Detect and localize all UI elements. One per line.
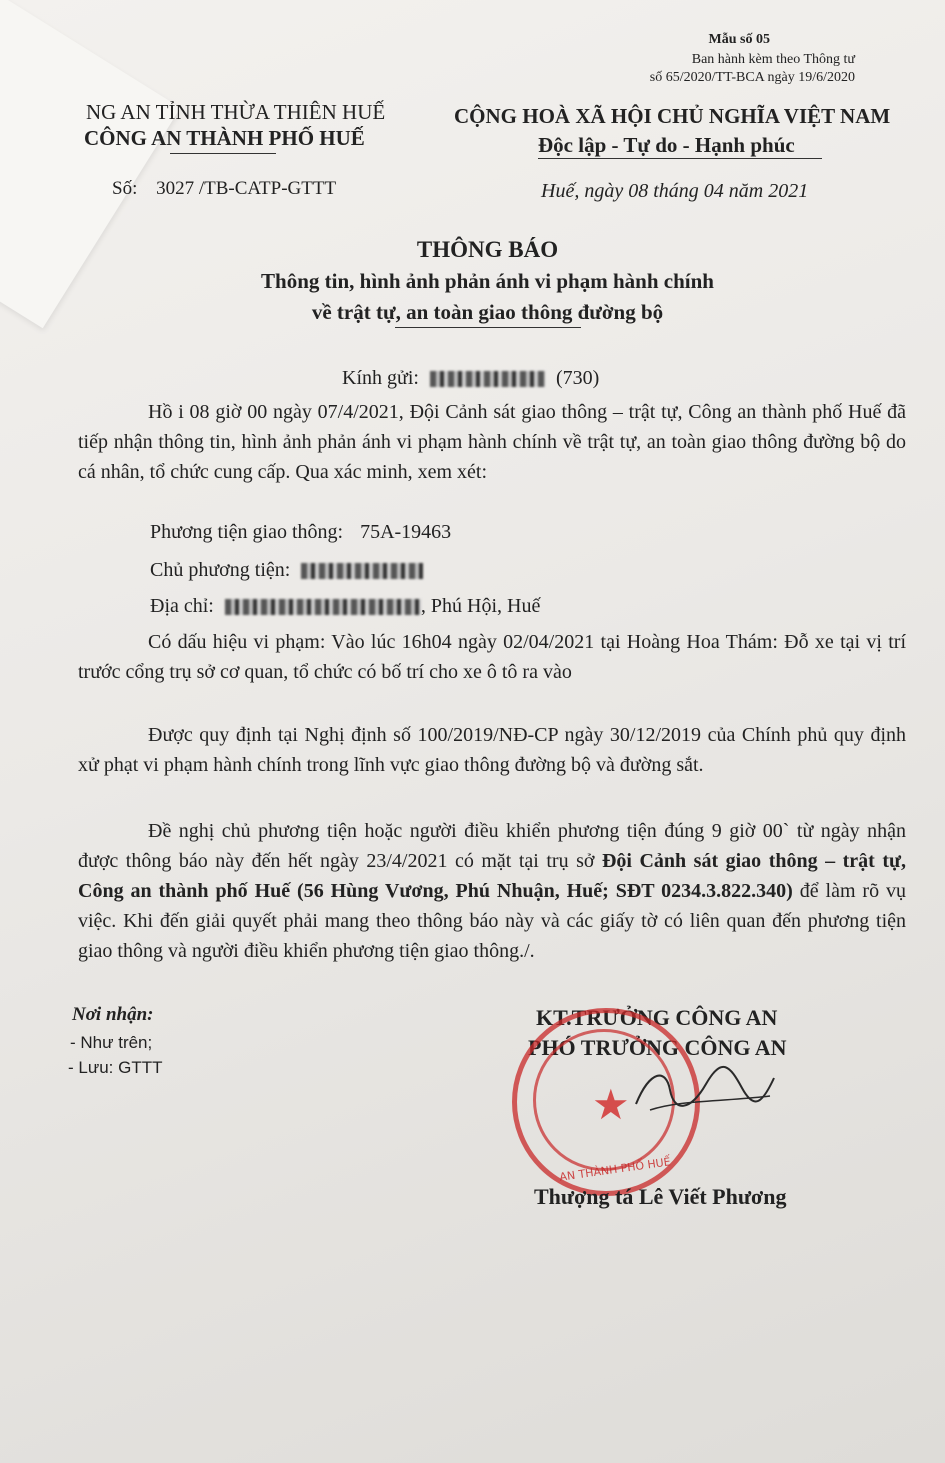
- owner-line: [150, 559, 423, 582]
- recipient-line: [342, 367, 599, 390]
- request-part-c: để làm rõ vụ việc. Khi đến giải quyết phải mang theo thông báo này và các giấy tờ có liên quan đến phương tiện giao thông và người điều khiển phương tiện giao thông./.: [78, 880, 906, 962]
- request-text: [78, 816, 906, 966]
- recipient-item-1: - Như trên;: [70, 1033, 153, 1052]
- address-label: Địa chỉ:: [150, 595, 214, 617]
- recipients-title: Nơi nhận:: [72, 1004, 154, 1025]
- request-part-a: Đề nghị chủ phương tiện hoặc người điều khiển phương tiện đúng 9 giờ 00` từ ngày nhận được thông báo này đến hết ngày 23/4/2021 có mặt tại trụ sở: [78, 820, 906, 872]
- redacted-address: [225, 599, 421, 615]
- redacted-recipient: [430, 371, 545, 387]
- issue-date: Huế, ngày 08 tháng 04 năm 2021: [541, 180, 809, 202]
- form-number: Mẫu số 05: [708, 32, 770, 47]
- motto-underline: [538, 158, 822, 159]
- agency-parent: NG AN TỈNH THỪA THIÊN HUẾ: [86, 100, 386, 124]
- regulation-text: Được quy định tại Nghị định số 100/2019/NĐ-CP ngày 30/12/2019 của Chính phủ quy định xử phạt vi phạm hành chính trong lĩnh vực giao thông đường bộ và đường sắt.: [78, 724, 906, 776]
- redacted-owner: [301, 563, 423, 579]
- star-icon: ★: [592, 1080, 630, 1129]
- signature-title-1: KT.TRƯỞNG CÔNG AN: [536, 1005, 778, 1030]
- country-name: CỘNG HOÀ XÃ HỘI CHỦ NGHĨA VIỆT NAM: [454, 104, 891, 128]
- form-circular: số 65/2020/TT-BCA ngày 19/6/2020: [649, 70, 855, 85]
- recipient-item-2: - Lưu: GTTT: [68, 1058, 163, 1077]
- address-suffix: , Phú Hội, Huế: [420, 595, 541, 617]
- intro-paragraph: [78, 397, 906, 487]
- violation-text: Có dấu hiệu vi phạm: Vào lúc 16h04 ngày 02/04/2021 tại Hoàng Hoa Thám: Đỗ xe tại vị trí trước cổng trụ sở cơ quan, tổ chức có bố trí cho xe ô tô ra vào: [78, 631, 906, 683]
- document-number: [112, 178, 336, 200]
- number-label: Số:: [112, 178, 138, 199]
- seal-text: AN THÀNH PHỐ HUẾ: [558, 1155, 672, 1184]
- motto: Độc lập - Tự do - Hạnh phúc: [538, 133, 795, 157]
- vehicle-line: [150, 521, 451, 544]
- violation-paragraph: [78, 627, 906, 687]
- owner-label: Chủ phương tiện:: [150, 559, 291, 581]
- number-value: 3027 /TB-CATP-GTTT: [156, 178, 337, 199]
- agency-underline: [170, 153, 276, 154]
- recipient-label: Kính gửi:: [342, 367, 419, 389]
- signature-title-2: PHÓ TRƯỞNG CÔNG AN: [528, 1035, 787, 1060]
- notice-title: THÔNG BÁO: [416, 237, 559, 262]
- notice-subtitle-2: về trật tự, an toàn giao thông đường bộ: [311, 300, 664, 324]
- vehicle-plate: 75A-19463: [360, 521, 452, 543]
- signer-name: Thượng tá Lê Viết Phương: [534, 1184, 787, 1209]
- request-paragraph: [78, 816, 906, 966]
- notice-subtitle-1: Thông tin, hình ảnh phản ánh vi phạm hành chính: [261, 269, 714, 293]
- form-issued-by: Ban hành kèm theo Thông tư: [691, 52, 855, 67]
- vehicle-label: Phương tiện giao thông:: [150, 521, 344, 543]
- agency-name: CÔNG AN THÀNH PHỐ HUẾ: [84, 126, 365, 150]
- address-line: [150, 595, 540, 618]
- request-location: Đội Cảnh sát giao thông – trật tự, Công an thành phố Huế (56 Hùng Vương, Phú Nhuận, Huế; SĐT 0234.3.822.340): [78, 850, 906, 902]
- title-underline: [395, 327, 581, 328]
- intro-text: Hồ i 08 giờ 00 ngày 07/4/2021, Đội Cảnh sát giao thông – trật tự, Công an thành phố Huế đã tiếp nhận thông tin, hình ảnh phản ánh vi phạm hành chính về trật tự, an toàn giao thông đường bộ do cá nhân, tổ chức cung cấp. Qua xác minh, xem xét:: [78, 401, 906, 483]
- regulation-paragraph: [78, 720, 906, 780]
- recipient-suffix: (730): [555, 367, 600, 389]
- handwritten-signature: [630, 1060, 780, 1120]
